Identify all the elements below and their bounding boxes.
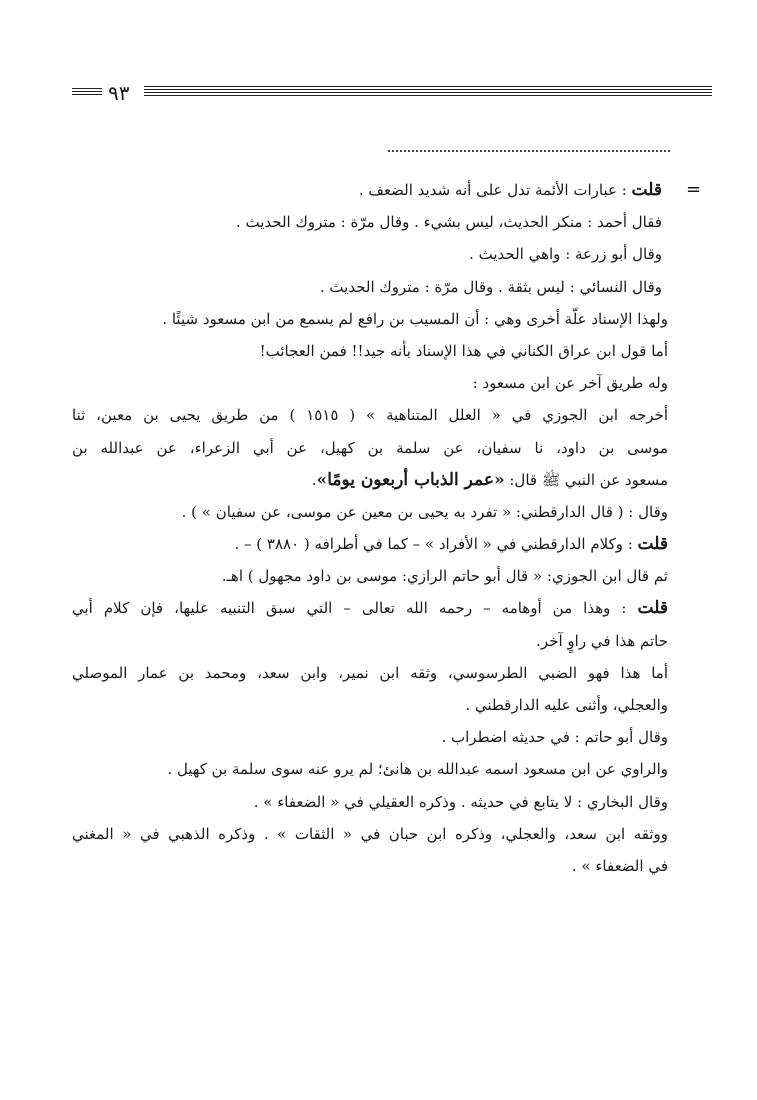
qultu-marker: قلت (637, 534, 668, 555)
text-line (72, 560, 668, 592)
qultu-marker: قلت (637, 598, 668, 619)
text-segment: أخرجه ابن الجوزي في « العلل المتناهية » ( ١٥١٥ ) من طريق يحيى بن معين، ثنا (72, 406, 668, 425)
text-line (72, 174, 668, 206)
text-segment: موسى بن داود، نا سفيان، عن سلمة بن كهيل، عن أبي الزعراء، عن عبدالله بن (72, 438, 668, 457)
text-line (72, 850, 668, 882)
text-segment: ولهذا الإسناد علّة أخرى وهي : أن المسيب بن رافع لم يسمع من ابن مسعود شيئًا . (162, 309, 668, 328)
text-line (72, 818, 668, 850)
text-segment: والعجلي، وأثنى عليه الدارقطني . (465, 696, 668, 714)
text-segment: وله طريق آخر عن ابن مسعود : (472, 374, 668, 393)
text-segment: والراوي عن ابن مسعود اسمه عبدالله بن هانئ؛ لم يرو عنه سوى سلمة بن كهيل . (167, 760, 668, 779)
continuation-mark: = (686, 179, 702, 200)
body-text (72, 174, 668, 882)
text-line (72, 206, 668, 238)
page-header (72, 82, 712, 104)
text-line (72, 528, 668, 560)
text-line (72, 399, 668, 431)
text-line (72, 753, 668, 785)
header-rule-long (144, 86, 712, 98)
text-line (72, 464, 668, 496)
text-line (72, 432, 668, 464)
text-line (72, 721, 668, 753)
text-line (72, 625, 668, 657)
page-number: ٩٣ (108, 81, 130, 105)
text-line (72, 689, 668, 721)
text-segment: وقال أبو زرعة : واهي الحديث . (469, 245, 662, 264)
text-line (72, 657, 668, 689)
text-segment: ثم قال ابن الجوزي: « قال أبو حاتم الرازي: موسى بن داود مجهول ) اهـ. (221, 567, 668, 586)
section-divider (388, 150, 670, 152)
text-line (72, 367, 668, 399)
text-line (72, 238, 668, 270)
text-line (72, 496, 668, 528)
text-line (72, 271, 668, 303)
text-line (72, 786, 668, 818)
text-segment: أما قول ابن عراق الكناني في هذا الإسناد بأنه جيد!! فمن العجائب! (259, 341, 668, 360)
text-segment: في الضعفاء » . (571, 856, 668, 875)
text-segment: وقال البخاري : لا يتابع في حديثه . وذكره العقيلي في « الضعفاء » . (253, 792, 668, 811)
text-segment: وقال أبو حاتم : في حديثه اضطراب . (441, 728, 668, 747)
text-line (72, 592, 668, 624)
text-segment: مسعود عن النبي ﷺ قال: (504, 470, 668, 489)
header-rule-short (72, 88, 102, 98)
hadith-quote: «عمر الذباب أربعون يومًا» (316, 469, 505, 490)
text-segment: حاتم هذا في راوٍ آخر. (536, 631, 668, 650)
text-segment: . (311, 470, 317, 489)
text-segment: : وكلام الدارقطني في « الأفراد » – كما في أطرافه ( ٣٨٨٠ ) – . (234, 535, 638, 554)
text-segment: وقال النسائي : ليس بثقة . وقال مرّة : متروك الحديث . (319, 277, 662, 296)
qultu-marker: قلت (631, 180, 662, 200)
text-segment: : وهذا من أوهامه – رحمه الله تعالى – التي سبق التنبيه عليها، فإن كلام أبي (72, 599, 638, 618)
text-line (72, 335, 668, 367)
text-line (72, 303, 668, 335)
text-segment: وقال : ( قال الدارقطني: « تفرد به يحيى بن معين عن موسى، عن سفيان » ) . (181, 502, 668, 521)
text-segment: فقال أحمد : منكر الحديث، ليس بشيء . وقال مرّة : متروك الحديث . (235, 213, 662, 232)
text-segment: ووثقه ابن سعد، والعجلي، وذكره ابن حبان في « الثقات » . وذكره الذهبي في « المغني (72, 824, 668, 843)
text-segment: أما هذا فهو الضبي الطرسوسي، وثقه ابن نمير، وابن سعد، ومحمد بن عمار الموصلي (72, 663, 668, 682)
text-segment: : عبارات الأئمة تدل على أنه شديد الضعف . (358, 181, 632, 199)
